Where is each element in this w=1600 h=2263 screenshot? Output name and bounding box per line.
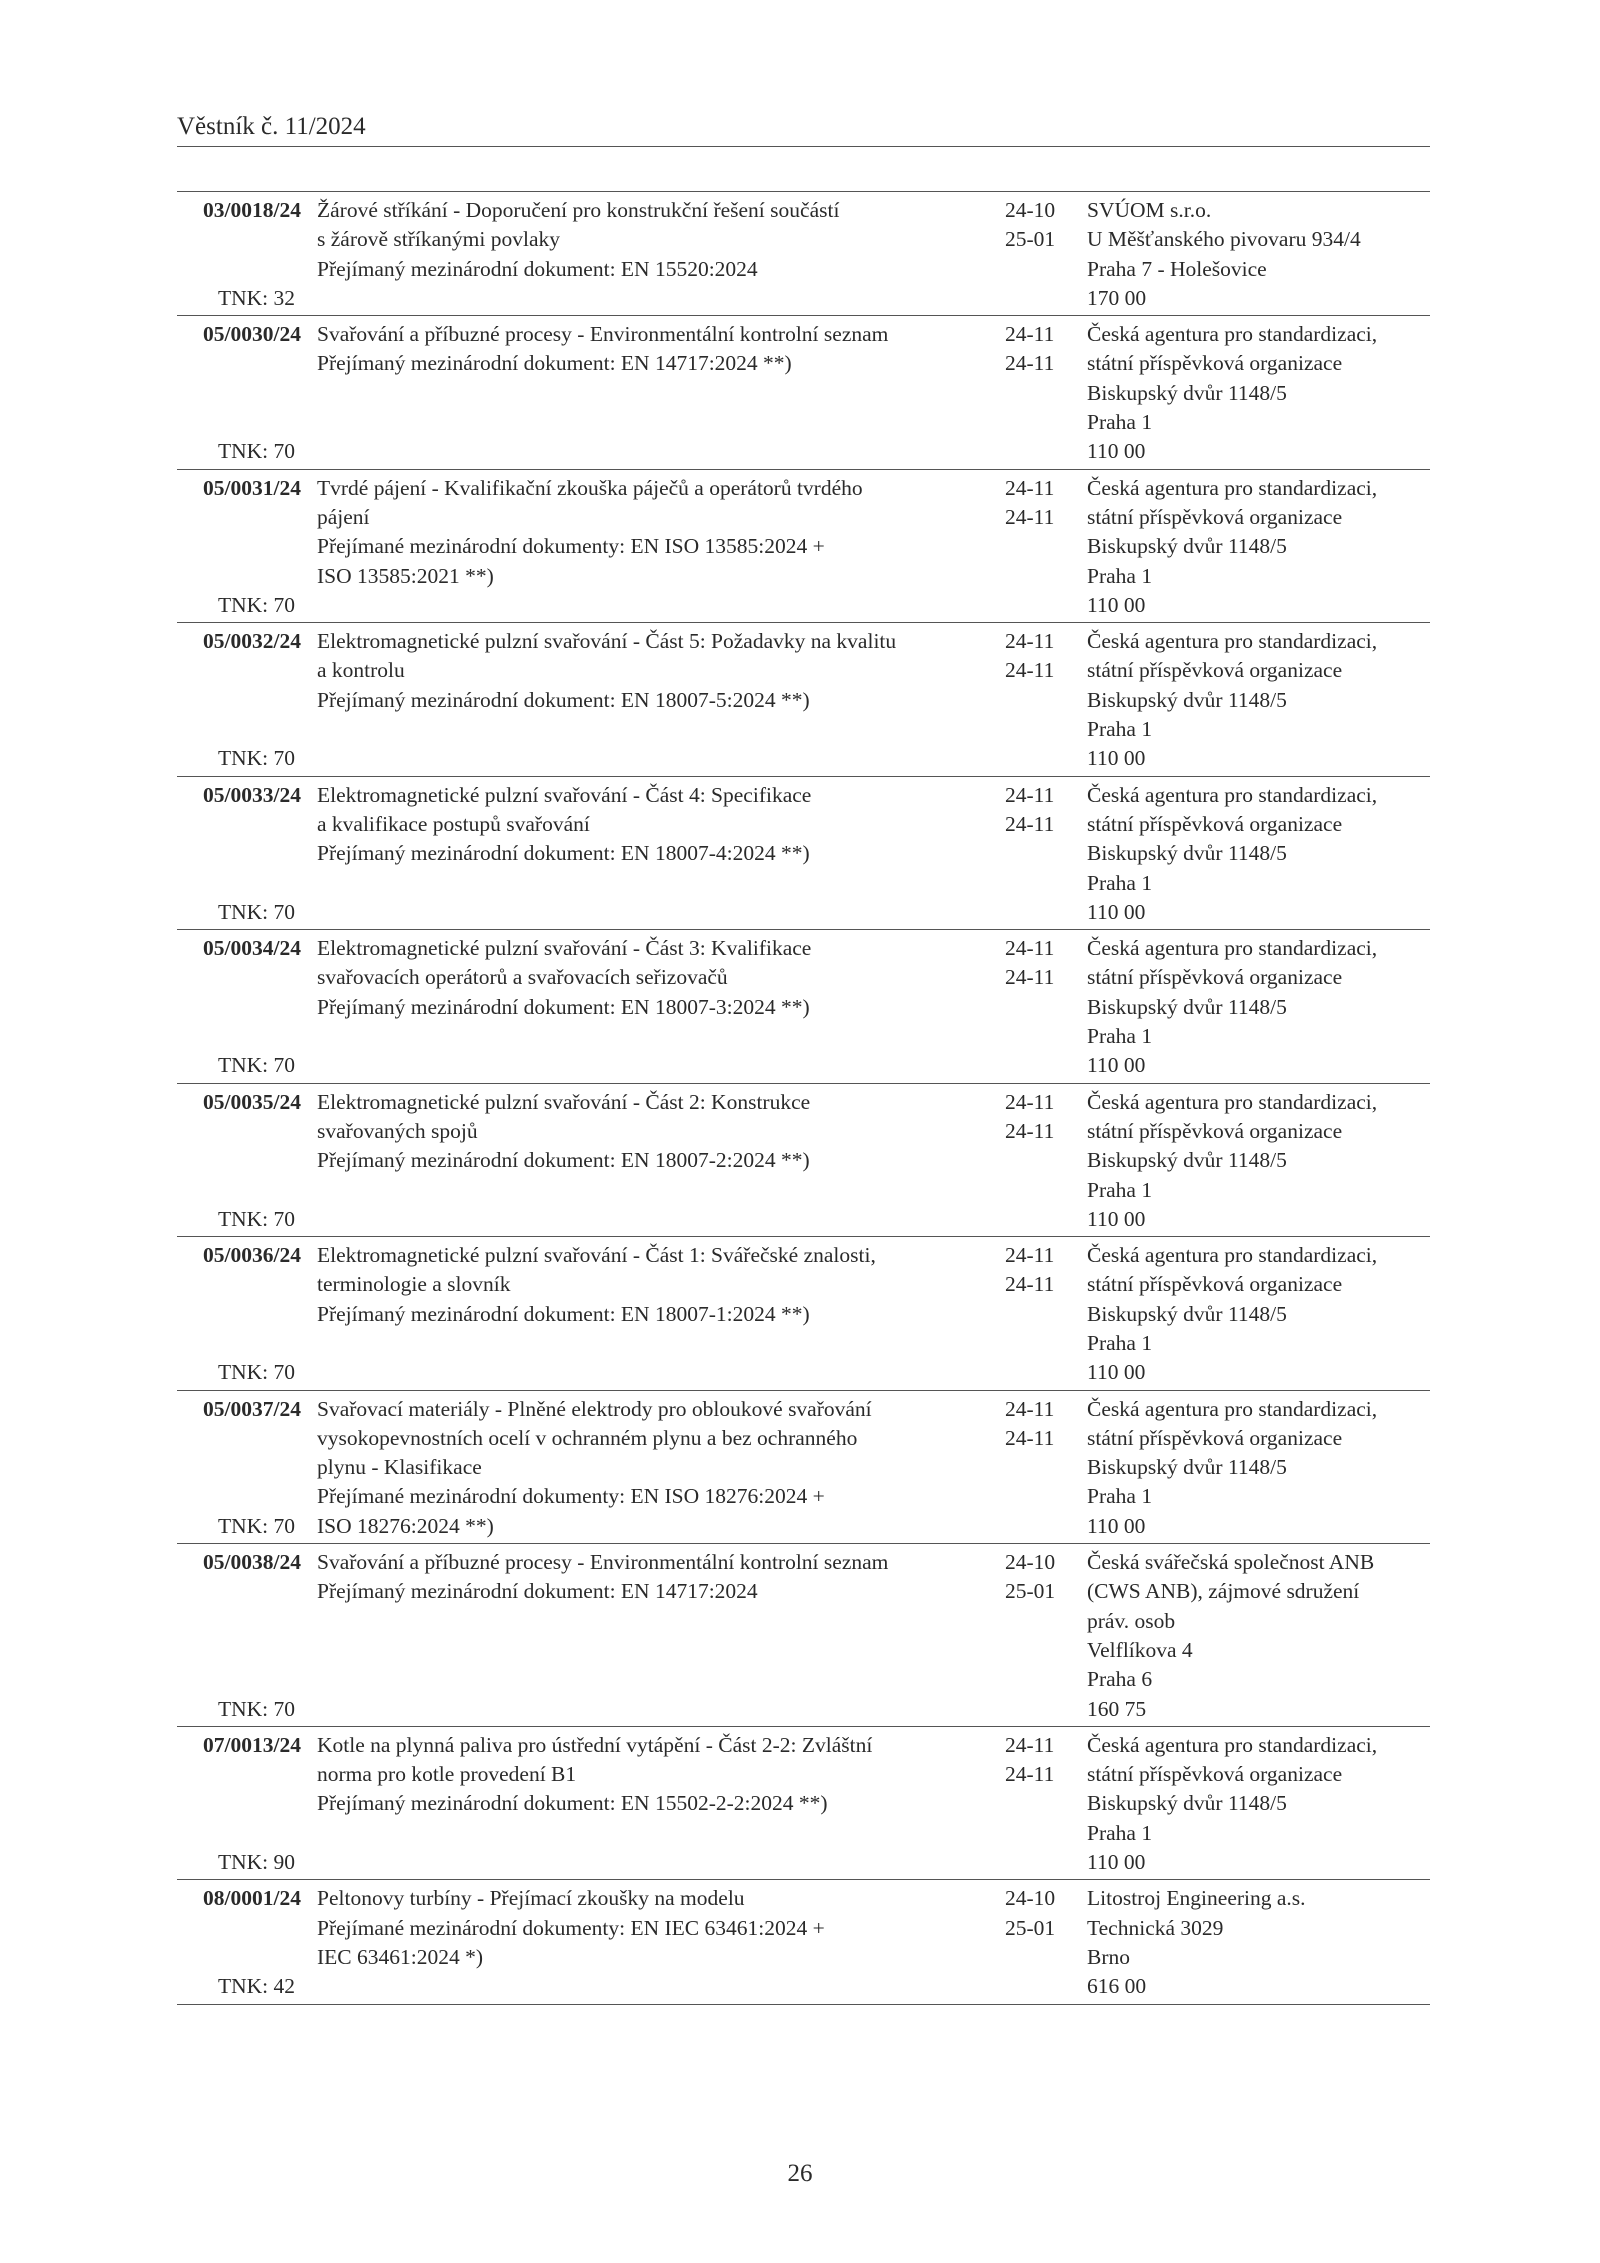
code-cell — [177, 196, 305, 313]
organization-line: SVÚOM s.r.o. — [1087, 198, 1212, 222]
tnk-number: TNK: 70 — [217, 592, 295, 617]
tnk-number: TNK: 70 — [217, 439, 295, 464]
project-code: 05/0035/24 — [203, 1089, 301, 1114]
organization-line: Česká agentura pro standardizaci, — [1087, 1396, 1378, 1421]
organization-line: Česká agentura pro standardizaci, — [1087, 322, 1378, 347]
dates-cell — [983, 1241, 1077, 1387]
organization-cell — [1077, 1884, 1430, 2001]
date-value: 24-10 — [1005, 198, 1056, 222]
organization-line: státní příspěvková organizace — [1087, 1118, 1343, 1143]
date-value: 24-11 — [1005, 1243, 1055, 1268]
bulletin-header: Věstník č. 11/2024 — [177, 113, 366, 140]
date-value: 24-11 — [1005, 658, 1055, 683]
organization-line: 110 00 — [1087, 1850, 1146, 1875]
table-row — [177, 777, 1430, 930]
tnk-number: TNK: 70 — [217, 899, 295, 924]
organization-line: Česká agentura pro standardizaci, — [1087, 629, 1378, 654]
organization-line: státní příspěvková organizace — [1087, 1425, 1343, 1450]
organization-line: 170 00 — [1087, 285, 1147, 310]
code-cell — [177, 474, 305, 620]
title-line: Elektromagnetické pulzní svařování - Část 5: Požadavky na kvalitu — [317, 629, 897, 654]
date-value: 24-11 — [1005, 1272, 1055, 1297]
date-value: 24-10 — [1005, 1886, 1056, 1911]
title-line: Přejímaný mezinárodní dokument: EN 18007-2:2024 **) — [317, 1148, 810, 1173]
table-row — [177, 1727, 1430, 1880]
code-cell — [177, 627, 305, 773]
title-line: svařovacích operátorů a svařovacích seřizovačů — [317, 965, 728, 990]
title-line: Svařování a příbuzné procesy - Environmentální kontrolní seznam — [317, 1550, 889, 1575]
title-cell — [305, 934, 983, 1080]
title-cell — [305, 474, 983, 620]
organization-line: Biskupský dvůr 1148/5 — [1087, 1455, 1287, 1480]
organization-line: státní příspěvková organizace — [1087, 1272, 1343, 1297]
title-line: s žárově stříkanými povlaky — [317, 227, 561, 252]
dates-cell — [983, 1395, 1077, 1541]
tnk-number: TNK: 70 — [217, 1513, 295, 1538]
title-line: a kvalifikace postupů svařování — [317, 811, 590, 836]
organization-cell — [1077, 1241, 1430, 1387]
organization-line: Česká agentura pro standardizaci, — [1087, 475, 1378, 500]
organization-line: (CWS ANB), zájmové sdružení — [1087, 1579, 1360, 1604]
table-row — [177, 1880, 1430, 2004]
title-line: Přejímaný mezinárodní dokument: EN 14717:2024 **) — [317, 351, 792, 376]
project-code: 05/0032/24 — [203, 629, 301, 654]
table-row — [177, 623, 1430, 776]
table-row — [177, 1084, 1430, 1237]
tnk-number: TNK: 70 — [217, 1053, 295, 1078]
title-line: Žárové stříkání - Doporučení pro konstrukční řešení součástí — [317, 198, 840, 222]
title-line: Přejímaný mezinárodní dokument: EN 18007-4:2024 **) — [317, 841, 810, 866]
organization-line: práv. osob — [1087, 1608, 1176, 1633]
organization-line: Technická 3029 — [1087, 1915, 1224, 1940]
title-line: Přejímaný mezinárodní dokument: EN 14717:2024 — [317, 1579, 758, 1604]
project-code: 05/0031/24 — [203, 475, 301, 500]
date-value: 24-10 — [1005, 1550, 1056, 1575]
title-line: Přejímaný mezinárodní dokument: EN 15502-2-2:2024 **) — [317, 1791, 828, 1816]
title-cell — [305, 1241, 983, 1387]
organization-line: Praha 1 — [1087, 1484, 1153, 1509]
date-value: 24-11 — [1005, 629, 1055, 654]
organization-cell — [1077, 1548, 1430, 1724]
title-line: vysokopevnostních ocelí v ochranném plynu a bez ochranného — [317, 1425, 858, 1450]
organization-line: U Měšťanského pivovaru 934/4 — [1087, 227, 1361, 252]
table-row — [177, 1237, 1430, 1390]
organization-cell — [1077, 781, 1430, 927]
date-value: 25-01 — [1005, 227, 1056, 252]
date-value: 24-11 — [1005, 965, 1055, 990]
tnk-number: TNK: 70 — [217, 746, 295, 771]
organization-line: 110 00 — [1087, 439, 1146, 464]
organization-line: Praha 7 - Holešovice — [1087, 256, 1267, 281]
organization-line: 110 00 — [1087, 592, 1146, 617]
title-line: Přejímané mezinárodní dokumenty: EN IEC 63461:2024 + — [317, 1915, 825, 1940]
organization-line: 616 00 — [1087, 1974, 1147, 1999]
date-value: 24-11 — [1005, 1425, 1055, 1450]
table-row — [177, 316, 1430, 469]
organization-line: Praha 6 — [1087, 1667, 1153, 1692]
title-line: Přejímaný mezinárodní dokument: EN 18007-3:2024 **) — [317, 994, 810, 1019]
title-line: Svařovací materiály - Plněné elektrody pro obloukové svařování — [317, 1396, 872, 1421]
dates-cell — [983, 196, 1077, 313]
title-line: ISO 13585:2021 **) — [317, 563, 494, 588]
organization-cell — [1077, 627, 1430, 773]
date-value: 24-11 — [1005, 322, 1055, 347]
table-row — [177, 1391, 1430, 1544]
organization-line: Česká agentura pro standardizaci, — [1087, 1732, 1378, 1757]
organization-line: 110 00 — [1087, 746, 1146, 771]
title-line: Přejímané mezinárodní dokumenty: EN ISO 18276:2024 + — [317, 1484, 825, 1509]
organization-cell — [1077, 474, 1430, 620]
date-value: 24-11 — [1005, 504, 1055, 529]
organization-line: Česká agentura pro standardizaci, — [1087, 1089, 1378, 1114]
title-line: plynu - Klasifikace — [317, 1455, 482, 1480]
dates-cell — [983, 1884, 1077, 2001]
code-cell — [177, 1731, 305, 1877]
project-code: 05/0036/24 — [203, 1243, 301, 1268]
title-cell — [305, 1548, 983, 1724]
dates-cell — [983, 1088, 1077, 1234]
title-cell — [305, 1884, 983, 2001]
header-divider — [177, 146, 1430, 147]
dates-cell — [983, 320, 1077, 466]
table-row — [177, 1544, 1430, 1727]
organization-cell — [1077, 1731, 1430, 1877]
date-value: 24-11 — [1005, 475, 1055, 500]
organization-line: Praha 1 — [1087, 563, 1153, 588]
organization-line: 110 00 — [1087, 1513, 1146, 1538]
title-line: a kontrolu — [317, 658, 405, 683]
organization-line: Praha 1 — [1087, 1820, 1153, 1845]
organization-cell — [1077, 320, 1430, 466]
organization-line: státní příspěvková organizace — [1087, 504, 1343, 529]
organization-line: Biskupský dvůr 1148/5 — [1087, 534, 1287, 559]
table-row — [177, 192, 1430, 316]
organization-line: Velflíkova 4 — [1087, 1637, 1193, 1662]
title-line: pájení — [317, 504, 370, 529]
date-value: 24-11 — [1005, 1089, 1055, 1114]
project-code: 03/0018/24 — [203, 198, 301, 222]
organization-line: Česká svářečská společnost ANB — [1087, 1550, 1375, 1575]
code-cell — [177, 320, 305, 466]
organization-line: státní příspěvková organizace — [1087, 1762, 1343, 1787]
standards-table — [177, 191, 1430, 2005]
project-code: 05/0034/24 — [203, 936, 301, 961]
project-code: 05/0030/24 — [203, 322, 301, 347]
organization-line: Praha 1 — [1087, 717, 1153, 742]
organization-line: Biskupský dvůr 1148/5 — [1087, 1791, 1287, 1816]
project-code: 07/0013/24 — [203, 1732, 301, 1757]
organization-line: Biskupský dvůr 1148/5 — [1087, 380, 1287, 405]
organization-line: 110 00 — [1087, 899, 1146, 924]
organization-line: Praha 1 — [1087, 410, 1153, 435]
tnk-number: TNK: 70 — [217, 1360, 295, 1385]
date-value: 24-11 — [1005, 351, 1055, 376]
title-cell — [305, 781, 983, 927]
code-cell — [177, 1884, 305, 2001]
date-value: 24-11 — [1005, 936, 1055, 961]
organization-line: 110 00 — [1087, 1360, 1146, 1385]
organization-cell — [1077, 934, 1430, 1080]
organization-line: státní příspěvková organizace — [1087, 658, 1343, 683]
title-cell — [305, 1395, 983, 1541]
organization-cell — [1077, 196, 1430, 313]
title-line: Elektromagnetické pulzní svařování - Část 2: Konstrukce — [317, 1089, 811, 1114]
date-value: 25-01 — [1005, 1579, 1056, 1604]
organization-line: Biskupský dvůr 1148/5 — [1087, 1148, 1287, 1173]
title-line: Přejímaný mezinárodní dokument: EN 18007-5:2024 **) — [317, 687, 810, 712]
organization-cell — [1077, 1395, 1430, 1541]
organization-line: Česká agentura pro standardizaci, — [1087, 782, 1378, 807]
organization-line: Praha 1 — [1087, 1024, 1153, 1049]
page-number: 26 — [787, 2160, 813, 2187]
title-line: terminologie a slovník — [317, 1272, 511, 1297]
organization-line: Brno — [1087, 1944, 1130, 1969]
code-cell — [177, 1548, 305, 1724]
organization-line: Praha 1 — [1087, 1177, 1153, 1202]
table-row — [177, 470, 1430, 623]
dates-cell — [983, 1548, 1077, 1724]
title-line: Kotle na plynná paliva pro ústřední vytápění - Část 2-2: Zvláštní — [317, 1732, 873, 1757]
organization-line: Česká agentura pro standardizaci, — [1087, 1243, 1378, 1268]
code-cell — [177, 781, 305, 927]
dates-cell — [983, 781, 1077, 927]
organization-line: státní příspěvková organizace — [1087, 965, 1343, 990]
code-cell — [177, 1241, 305, 1387]
title-cell — [305, 320, 983, 466]
organization-line: Biskupský dvůr 1148/5 — [1087, 841, 1287, 866]
title-line: Elektromagnetické pulzní svařování - Část 1: Svářečské znalosti, — [317, 1243, 876, 1268]
organization-line: 160 75 — [1087, 1696, 1147, 1721]
organization-line: státní příspěvková organizace — [1087, 351, 1343, 376]
title-cell — [305, 1088, 983, 1234]
tnk-number: TNK: 70 — [217, 1206, 295, 1231]
project-code: 05/0037/24 — [203, 1396, 301, 1421]
title-line: Přejímaný mezinárodní dokument: EN 18007-1:2024 **) — [317, 1301, 810, 1326]
date-value: 24-11 — [1005, 1762, 1055, 1787]
organization-line: 110 00 — [1087, 1053, 1146, 1078]
organization-line: Praha 1 — [1087, 1330, 1153, 1355]
organization-line: Biskupský dvůr 1148/5 — [1087, 687, 1287, 712]
title-line: Svařování a příbuzné procesy - Environmentální kontrolní seznam — [317, 322, 889, 347]
dates-cell — [983, 627, 1077, 773]
date-value: 24-11 — [1005, 782, 1055, 807]
code-cell — [177, 1088, 305, 1234]
organization-line: Biskupský dvůr 1148/5 — [1087, 994, 1287, 1019]
tnk-number: TNK: 70 — [217, 1696, 295, 1721]
organization-line: státní příspěvková organizace — [1087, 811, 1343, 836]
title-line: Elektromagnetické pulzní svařování - Část 4: Specifikace — [317, 782, 812, 807]
title-line: Peltonovy turbíny - Přejímací zkoušky na modelu — [317, 1886, 745, 1911]
title-line: Tvrdé pájení - Kvalifikační zkouška páječů a operátorů tvrdého — [317, 475, 863, 500]
title-cell — [305, 1731, 983, 1877]
organization-line: Litostroj Engineering a.s. — [1087, 1886, 1306, 1911]
title-line: norma pro kotle provedení B1 — [317, 1762, 577, 1787]
date-value: 24-11 — [1005, 811, 1055, 836]
organization-line: Česká agentura pro standardizaci, — [1087, 936, 1378, 961]
title-line: Přejímaný mezinárodní dokument: EN 15520:2024 — [317, 256, 758, 281]
code-cell — [177, 1395, 305, 1541]
title-line: IEC 63461:2024 *) — [317, 1944, 484, 1969]
date-value: 24-11 — [1005, 1118, 1055, 1143]
tnk-number: TNK: 90 — [217, 1850, 295, 1875]
title-line: ISO 18276:2024 **) — [317, 1513, 494, 1538]
organization-line: Praha 1 — [1087, 870, 1153, 895]
date-value: 24-11 — [1005, 1732, 1055, 1757]
organization-cell — [1077, 1088, 1430, 1234]
project-code: 08/0001/24 — [203, 1886, 301, 1911]
organization-line: Biskupský dvůr 1148/5 — [1087, 1301, 1287, 1326]
dates-cell — [983, 1731, 1077, 1877]
title-cell — [305, 196, 983, 313]
title-line: svařovaných spojů — [317, 1118, 478, 1143]
table-row — [177, 930, 1430, 1083]
title-cell — [305, 627, 983, 773]
organization-line: 110 00 — [1087, 1206, 1146, 1231]
dates-cell — [983, 474, 1077, 620]
date-value: 25-01 — [1005, 1915, 1056, 1940]
title-line: Přejímané mezinárodní dokumenty: EN ISO 13585:2024 + — [317, 534, 825, 559]
dates-cell — [983, 934, 1077, 1080]
project-code: 05/0033/24 — [203, 782, 301, 807]
date-value: 24-11 — [1005, 1396, 1055, 1421]
project-code: 05/0038/24 — [203, 1550, 301, 1575]
tnk-number: TNK: 42 — [217, 1974, 295, 1999]
code-cell — [177, 934, 305, 1080]
tnk-number: TNK: 32 — [217, 285, 295, 310]
title-line: Elektromagnetické pulzní svařování - Část 3: Kvalifikace — [317, 936, 812, 961]
